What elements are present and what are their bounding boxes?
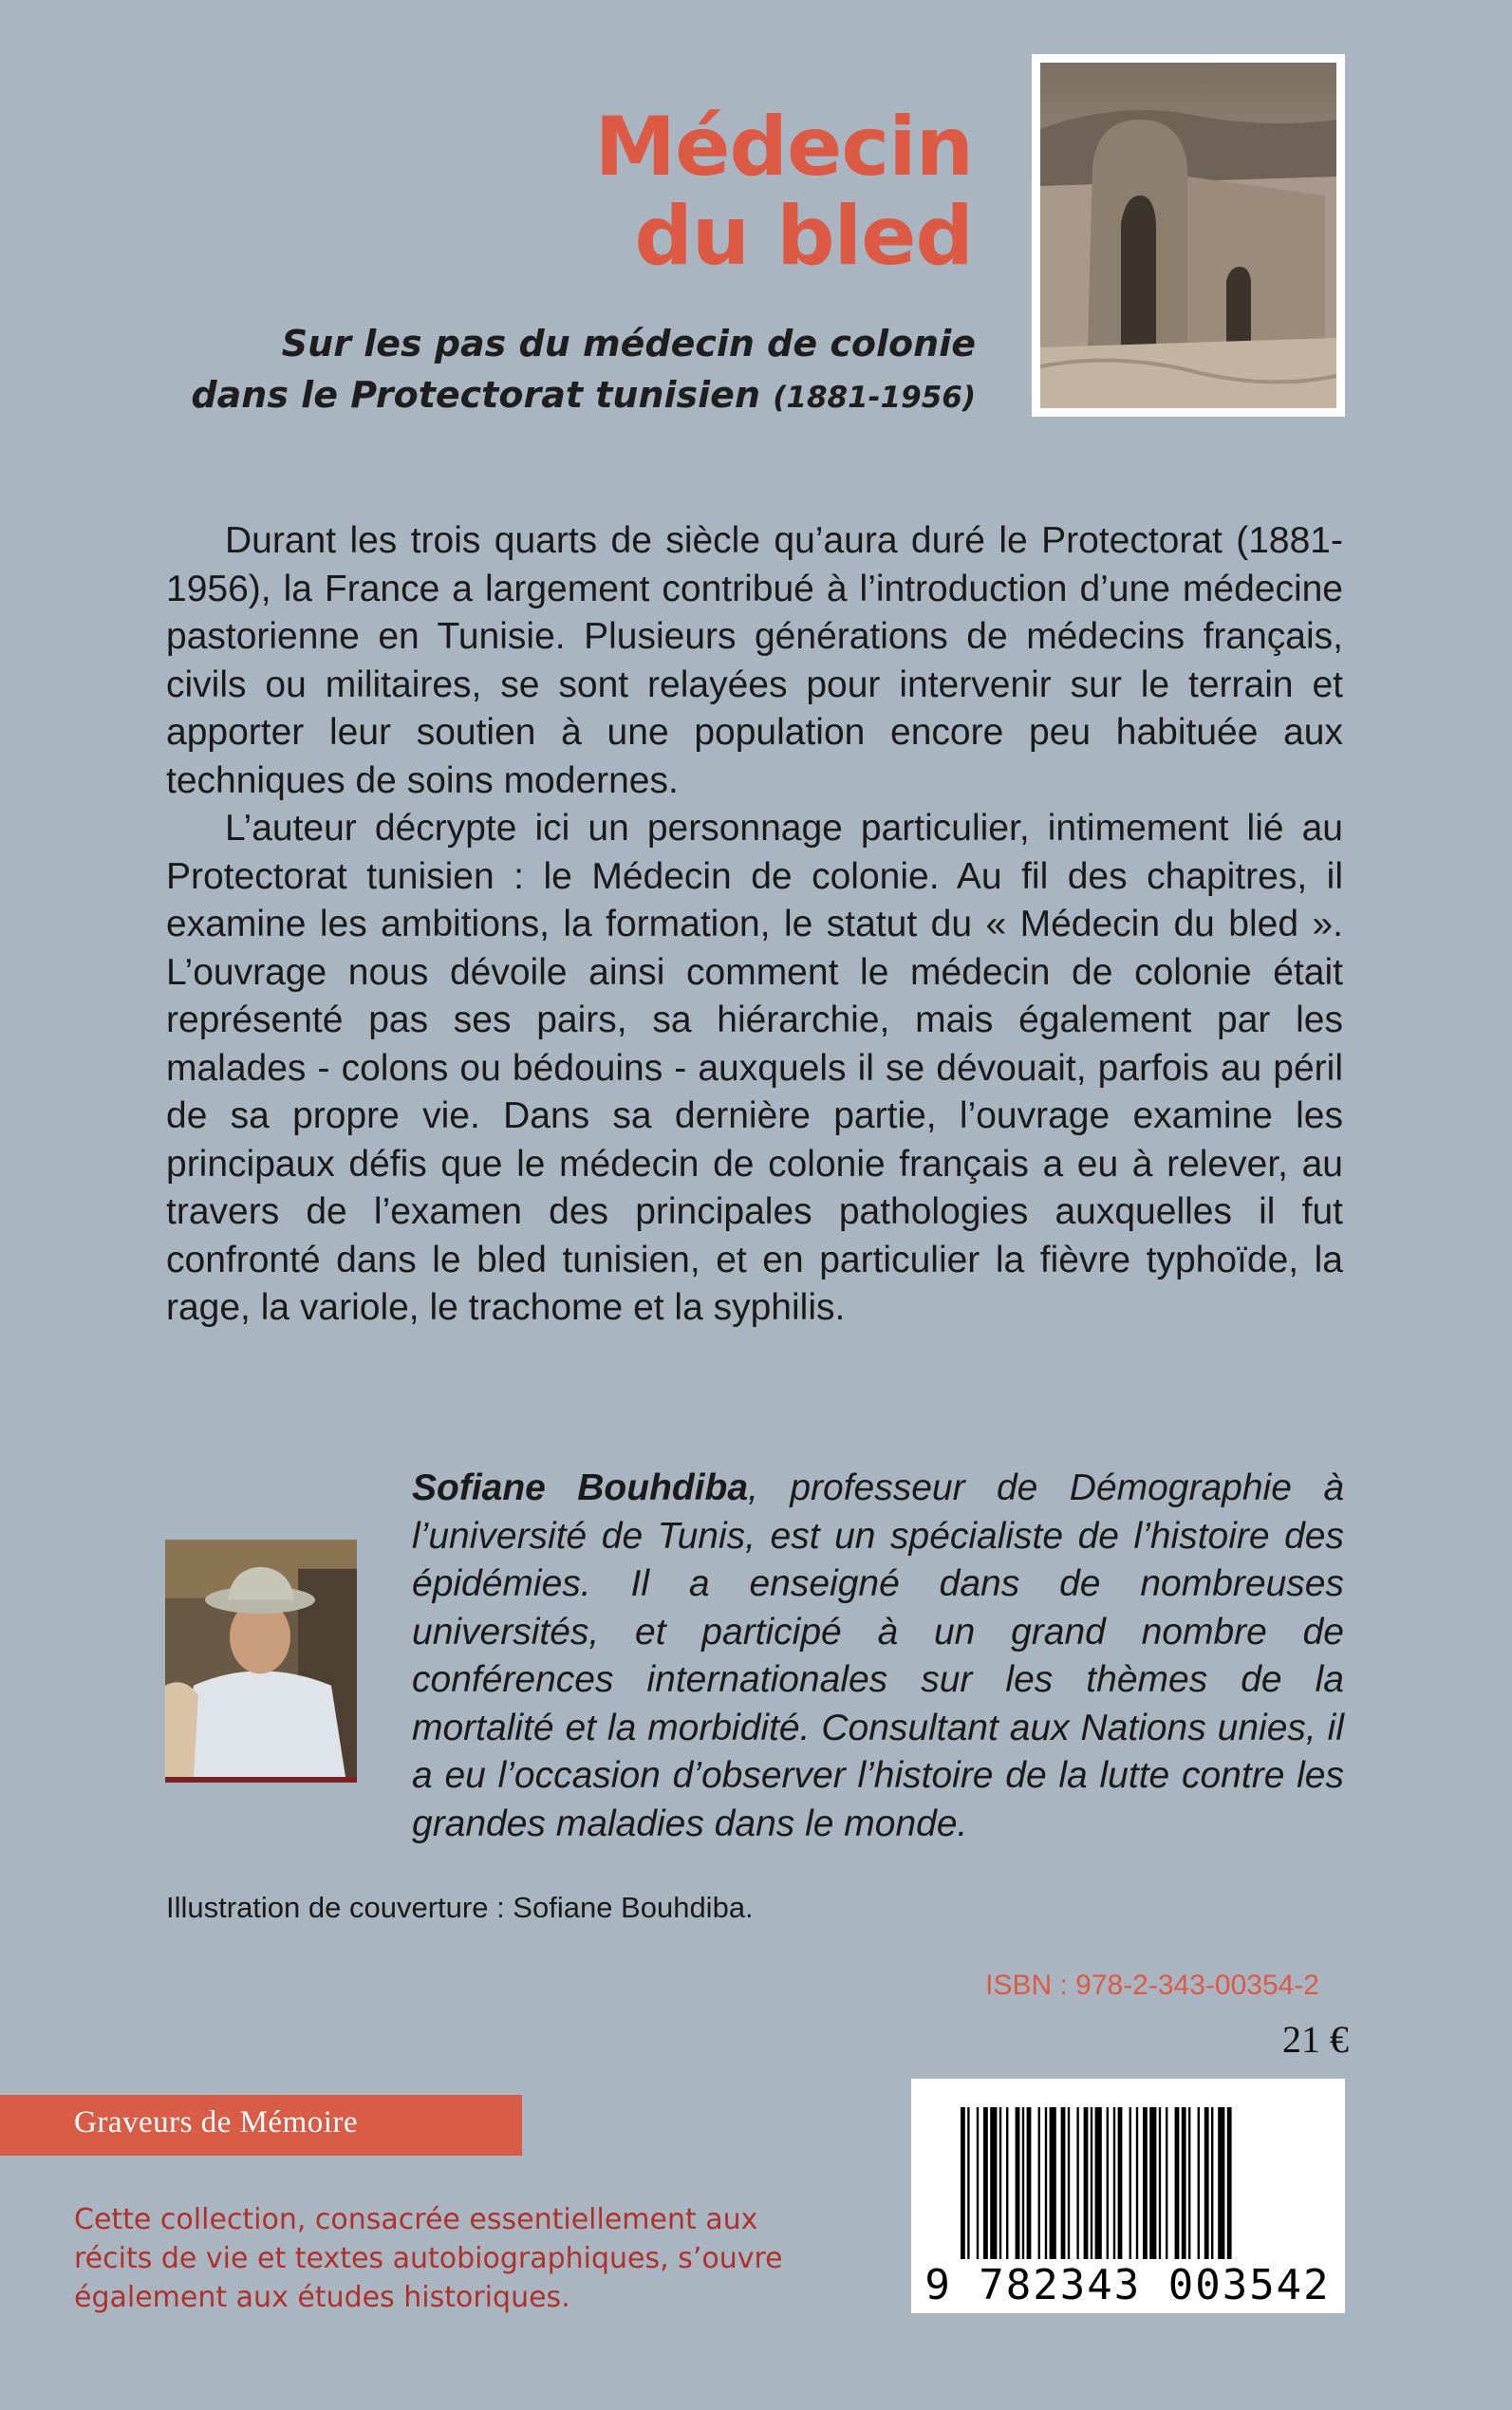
- title-line-2: du bled: [634, 189, 973, 284]
- collection-description: Cette collection, consacrée essentiellement aux récits de vie et textes autobiographiques, s’ouvre également aux études historiques.: [74, 2203, 783, 2314]
- collection-name: Graveurs de Mémoire: [74, 2105, 359, 2139]
- subtitle-line-1: Sur les pas du médecin de colonie: [281, 323, 976, 364]
- author-bio: [412, 1465, 1344, 1848]
- barcode-digits: 9 782343 003542: [924, 2261, 1331, 2309]
- barcode-bar: [1204, 2107, 1209, 2259]
- illustration-credit: Illustration de couverture : Sofiane Bouhdiba.: [166, 1891, 754, 1924]
- barcode-bar: [1022, 2107, 1024, 2259]
- barcode-bar: [983, 2107, 988, 2259]
- author-bio-text: , professeur de Démographie à l’université de Tunis, est un spécialiste de l’histoire des épidémies. Il a enseigné dans de nombreuses universités, et participé à un grand nombre de conférences internationales sur les thèmes de la mortalité et la morbidité. Consultant aux Nations unies, il a eu l’occasion d’observer l’histoire de la lutte contre les grandes maladies dans le monde.: [412, 1467, 1345, 1844]
- barcode-bar: [1113, 2107, 1115, 2259]
- barcode-bar: [1143, 2107, 1148, 2259]
- barcode-bar: [1159, 2107, 1161, 2259]
- subtitle-line-2: [191, 369, 976, 423]
- barcode-bar: [1227, 2107, 1232, 2259]
- subtitle-line-2-text: dans le Protectorat tunisien: [191, 374, 774, 416]
- barcode-image: [911, 2079, 1345, 2313]
- barcode-bar: [1068, 2107, 1070, 2259]
- barcode-bar: [1218, 2107, 1224, 2259]
- barcode-bar: [1211, 2107, 1213, 2259]
- barcode-bar: [1038, 2107, 1040, 2259]
- barcode-bar: [999, 2107, 1001, 2259]
- barcode-bar: [1061, 2107, 1066, 2259]
- barcode-bar: [1198, 2107, 1200, 2259]
- barcode-bar: [1182, 2107, 1186, 2259]
- summary-paragraph-1: Durant les trois quarts de siècle qu’aura duré le Protectorat (1881-1956), la France a largement contribué à l’introduction d’une médecine pastorienne en Tunisie. Plusieurs générations de médecins français, civils ou militaires, se sont relayées pour intervenir sur le terrain et apporter leur soutien à une population encore peu habituée aux techniques de soins modernes.: [166, 520, 1343, 801]
- barcode-bar: [1136, 2107, 1138, 2259]
- barcode-bar: [1091, 2107, 1092, 2259]
- barcode-bars: [961, 2107, 1232, 2259]
- barcode-bar: [1045, 2107, 1047, 2259]
- barcode-bar: [1016, 2107, 1020, 2259]
- barcode-bar: [1149, 2107, 1156, 2259]
- barcode-bar: [961, 2107, 965, 2259]
- barcode-bar: [1129, 2107, 1131, 2259]
- barcode-bar: [1050, 2107, 1056, 2259]
- barcode-bar: [977, 2107, 979, 2259]
- cover-photo: [1032, 54, 1345, 417]
- barcode-bar: [1188, 2107, 1190, 2259]
- barcode-bar: [1118, 2107, 1123, 2259]
- summary-paragraph-2: L’auteur décrypte ici un personnage particulier, intimement lié au Protectorat tunisien : le Médecin de colonie. Au fil des chapitres, il examine les ambitions, la formation, le statut du « Médecin du bled ». L’ouvrage nous dévoile ainsi comment le médecin de colonie était représenté pas ses pairs, sa hiérarchie, mais également par les malades - colons ou bédouins - auxquels il se dévouait, parfois au péril de sa propre vie. Dans sa dernière partie, l’ouvrage examine les principaux défis que le médecin de colonie français a eu à relever, au travers de l’examen des principales pathologies auxquelles il fut confronté dans le bled tunisien, et en particulier la fièvre typhoïde, la rage, la variole, le trachome et la syphilis.: [166, 808, 1343, 1328]
- barcode-bar: [1175, 2107, 1180, 2259]
- title-line-1: Médecin: [594, 100, 973, 195]
- book-subtitle: [191, 318, 976, 423]
- barcode-bar: [1166, 2107, 1167, 2259]
- barcode-bar: [1076, 2107, 1078, 2259]
- author-name: Sofiane Bouhdiba: [412, 1467, 749, 1508]
- barcode-bar: [1107, 2107, 1109, 2259]
- book-title: [594, 100, 973, 284]
- barcode-bar: [1006, 2107, 1008, 2259]
- ruins-image: [1040, 63, 1336, 408]
- author-portrait-image: [165, 1540, 357, 1777]
- barcode-bar: [1027, 2107, 1032, 2259]
- author-photo: [165, 1540, 357, 1783]
- barcode-bar: [1095, 2107, 1102, 2259]
- isbn: ISBN : 978-2-343-00354-2: [985, 1970, 1319, 2001]
- price: 21 €: [1282, 2018, 1349, 2061]
- barcode-bar: [990, 2107, 997, 2259]
- back-cover-summary: [166, 517, 1343, 1333]
- subtitle-years: (1881-1956): [773, 381, 976, 415]
- barcode: [911, 2079, 1345, 2313]
- barcode-bar: [1084, 2107, 1089, 2259]
- barcode-bar: [967, 2107, 969, 2259]
